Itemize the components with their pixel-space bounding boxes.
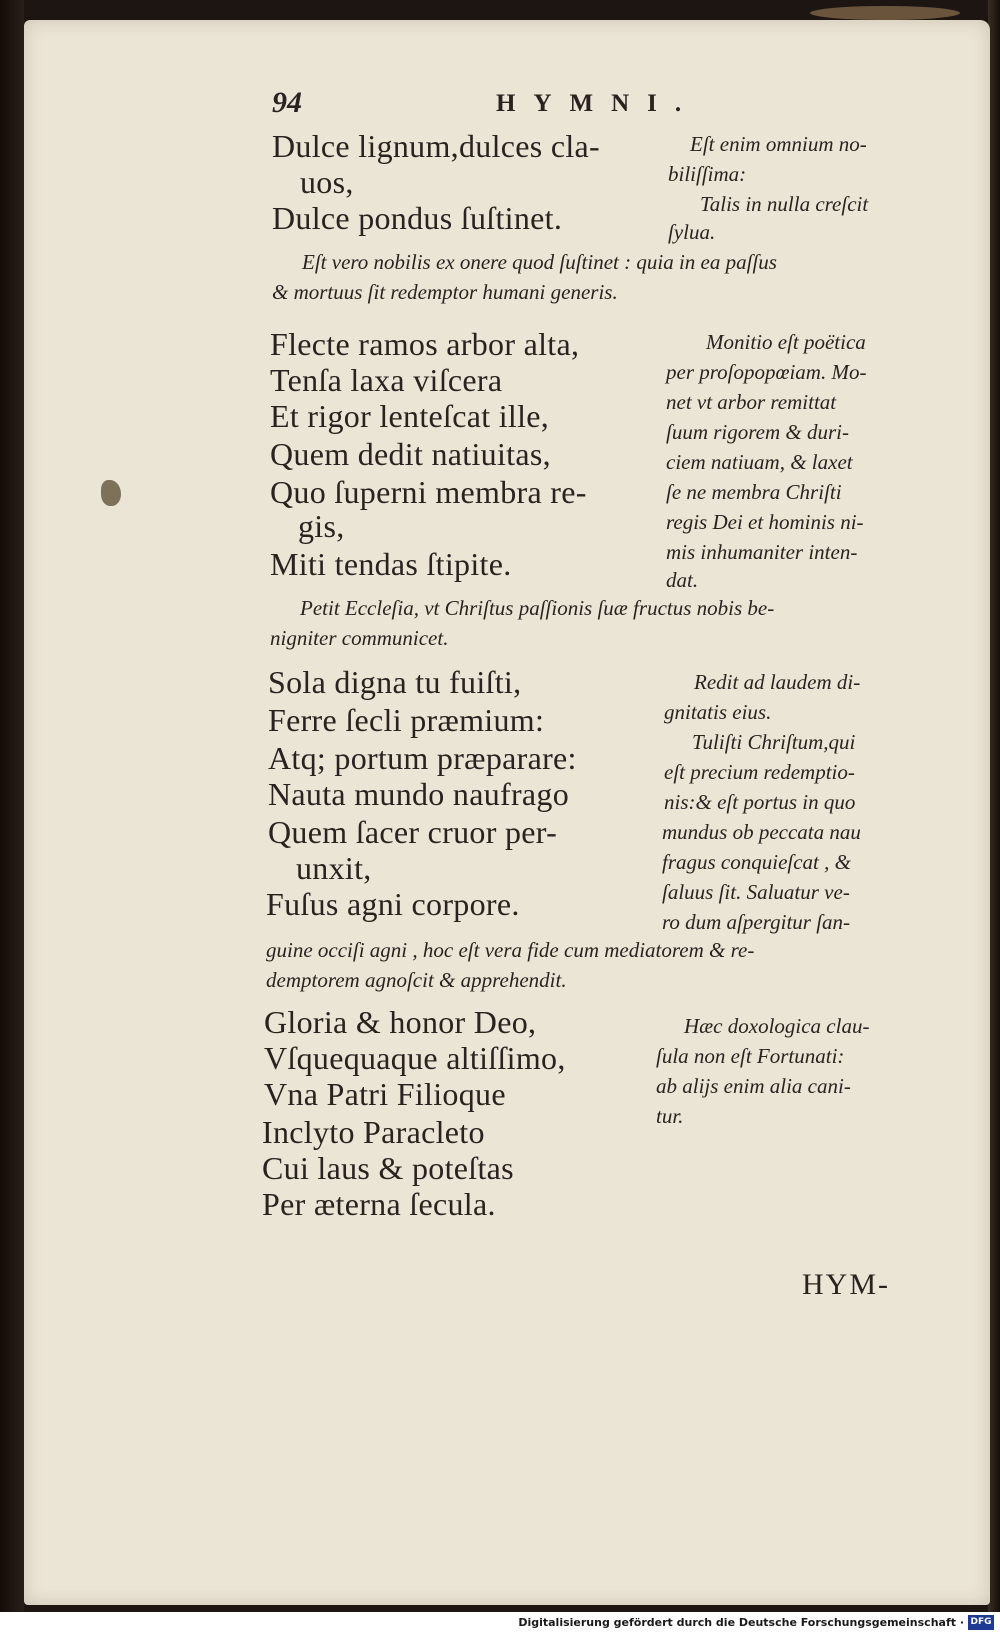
commentary-line: Petit Eccleſia, vt Chriſtus paſſionis ſuæ fructus nobis be- bbox=[300, 596, 775, 620]
verse-line: Quem dedit natiuitas, bbox=[270, 436, 551, 472]
ink-stain bbox=[101, 480, 121, 506]
side-note-line: ciem natiuam, & laxet bbox=[666, 450, 853, 474]
catchword: HYM- bbox=[802, 1268, 890, 1301]
side-note-line: regis Dei et hominis ni- bbox=[666, 510, 864, 534]
running-head: HYMNI. bbox=[496, 90, 700, 117]
verse-line: Nauta mundo naufrago bbox=[268, 776, 570, 812]
side-note-line: per proſopopœiam. Mo- bbox=[666, 360, 867, 384]
side-note-line: Redit ad laudem di- bbox=[694, 670, 861, 694]
verse-line: Sola digna tu fuiſti, bbox=[268, 664, 522, 700]
verse-line: Ferre ſecli præmium: bbox=[268, 702, 545, 738]
side-note-line: Monitio eſt poëtica bbox=[706, 330, 866, 354]
side-note-line: gnitatis eius. bbox=[664, 700, 772, 724]
verse-line: Vna Patri Filioque bbox=[264, 1076, 506, 1112]
commentary-line: nigniter communicet. bbox=[270, 626, 449, 650]
verse-line: Atq; portum præparare: bbox=[268, 740, 577, 776]
side-note-line: eſt precium redemptio- bbox=[664, 760, 855, 784]
page-number: 94 bbox=[272, 86, 302, 119]
side-note-line: biliſſima: bbox=[668, 162, 747, 186]
side-note-line: net vt arbor remittat bbox=[666, 390, 837, 414]
verse-line: unxit, bbox=[296, 850, 372, 886]
side-note-line: Talis in nulla creſcit bbox=[700, 192, 869, 216]
digitization-footer bbox=[0, 1612, 1000, 1635]
verse-line: Inclyto Paracleto bbox=[262, 1114, 485, 1150]
side-note-line: nis:& eſt portus in quo bbox=[664, 790, 856, 814]
side-note-line: Hæc doxologica clau- bbox=[684, 1014, 870, 1038]
verse-line: Et rigor lenteſcat ille, bbox=[270, 398, 550, 434]
verse-line: Quo ſuperni membra re- bbox=[270, 474, 587, 510]
book-edge-left bbox=[0, 0, 24, 1612]
verse-line: uos, bbox=[300, 164, 354, 200]
side-note-line: tur. bbox=[656, 1104, 684, 1128]
paper-tear bbox=[810, 6, 960, 20]
verse-line: Gloria & honor Deo, bbox=[264, 1004, 537, 1040]
verse-line: Fuſus agni corpore. bbox=[266, 886, 520, 922]
verse-line: Miti tendas ſtipite. bbox=[270, 546, 512, 582]
side-note-line: Tuliſti Chriſtum,qui bbox=[692, 730, 856, 754]
verse-line: Flecte ramos arbor alta, bbox=[270, 326, 580, 362]
side-note-line: ſula non eſt Fortunati: bbox=[656, 1044, 845, 1068]
side-note-line: ſaluus ſit. Saluatur ve- bbox=[662, 880, 850, 904]
side-note-line: ro dum aſpergitur ſan- bbox=[662, 910, 851, 934]
verse-line: Vſquequaque altiſſimo, bbox=[264, 1040, 566, 1076]
verse-line: Dulce pondus ſuſtinet. bbox=[272, 200, 563, 236]
side-note-line: ab alijs enim alia cani- bbox=[656, 1074, 851, 1098]
side-note-line: mundus ob peccata nau bbox=[662, 820, 861, 844]
verse-line: Cui laus & poteſtas bbox=[262, 1150, 514, 1186]
commentary-line: Eſt vero nobilis ex onere quod ſuſtinet : quia in ea paſſus bbox=[302, 250, 777, 274]
side-note-line: Eſt enim omnium no- bbox=[690, 132, 867, 156]
verse-line: Dulce lignum,dulces cla- bbox=[272, 128, 600, 164]
funding-credit: Digitalisierung gefördert durch die Deutsche Forschungsgemeinschaft · bbox=[518, 1616, 964, 1629]
commentary-line: & mortuus ſit redemptor humani generis. bbox=[272, 280, 618, 304]
side-note-line: fragus conquieſcat , & bbox=[662, 850, 851, 874]
verse-line: Tenſa laxa viſcera bbox=[270, 362, 503, 398]
verse-line: Quem ſacer cruor per- bbox=[268, 814, 558, 850]
commentary-line: guine occiſi agni , hoc eſt vera fide cum mediatorem & re- bbox=[266, 938, 755, 962]
side-note-line: ſe ne membra Chriſti bbox=[666, 480, 842, 504]
side-note-line: ſuum rigorem & duri- bbox=[666, 420, 849, 444]
verse-line: Per æterna ſecula. bbox=[262, 1186, 496, 1222]
commentary-line: demptorem agnoſcit & apprehendit. bbox=[266, 968, 567, 992]
dfg-logo: DFG bbox=[968, 1615, 994, 1630]
verse-line: gis, bbox=[298, 508, 345, 544]
side-note-line: dat. bbox=[666, 568, 699, 592]
side-note-line: ſylua. bbox=[668, 220, 716, 244]
side-note-line: mis inhumaniter inten- bbox=[666, 540, 858, 564]
